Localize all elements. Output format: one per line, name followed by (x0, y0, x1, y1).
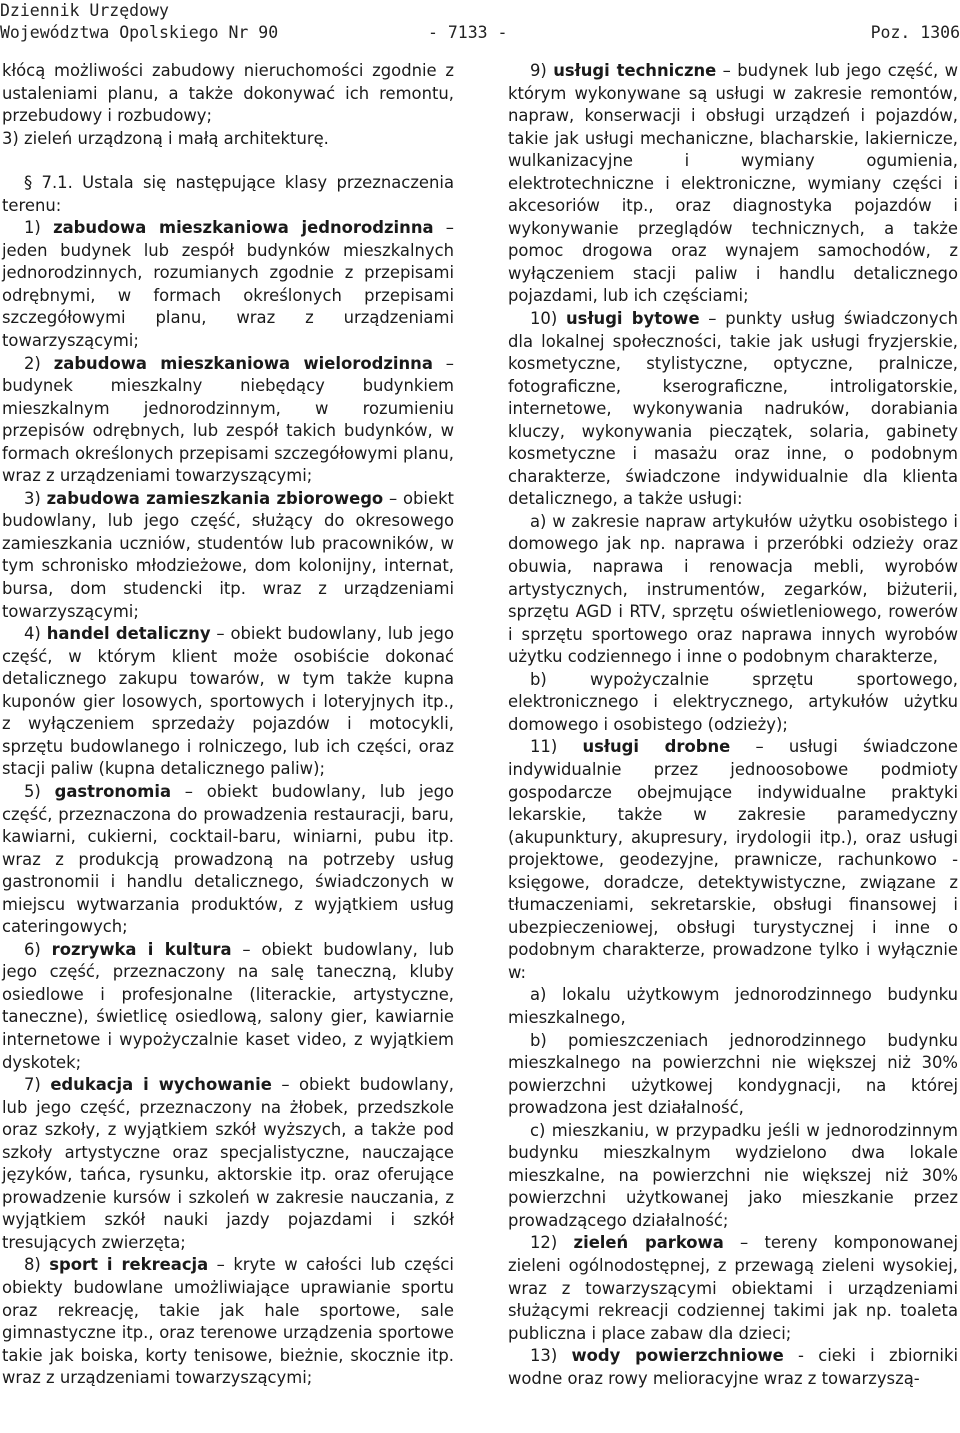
item-term: zabudowa zamieszkania zbiorowego (46, 488, 384, 508)
sub-item: b) pomieszczeniach jednorodzinnego budynku mieszkalnego na powierzchni nie większej niż 30% powierzchni użytkowej kondygnacji, na której prowadzona jest działalność, (508, 1030, 958, 1118)
item-definition: – obiekt budowlany, lub jego część, służący do okresowego zamieszkania uczniów, studentów lub pracowników, w tym schronisko młodzieżowe, dom kolonijny, internat, bursa, dom studencki itp. wraz z urządzeniami towarzyszącymi; (2, 488, 454, 621)
item-definition: – tereny komponowanej zieleni ogólnodostępnej, z przewagą zieleni wysokiej, wraz z towarzyszącymi obiektami i urządzeniami służącymi rekreacji codziennej takimi jak np. toaleta publiczna i place zabaw dla dzieci; (508, 1233, 959, 1343)
item-definition: – obiekt budowlany, lub jego część, w którym klient może osobiście dokonać detalicznego zakupu towarów, w tym także kupna kuponów gier losowych, sportowych i loteryjnych itp., z wyłączeniem sprzedaży pojazdów i motocykli, sprzętu budowlanego i rolniczego, lub ich części, oraz stacji paliw (kupna detalicznego paliw); (2, 624, 454, 779)
item-definition: – usługi świadczone indywidualnie przez jednoosobowe podmioty gospodarcze obejmujące indywidualne praktyki lekarskie, także w zakresie paramedyczny (akupunktury, akupresury, irydologii itp.), oraz usługi projektowe, geodezyjne, prawnicze, rachunkowo - księgowe, doradcze, detektywistyczne, związane z tłumaczeniami, sekretarskie, obsługi finansowej i ubezpieczeniowej, obsługi turystycznej i inne o podobnym charakterze, prowadzone tylko i wyłącznie w: (508, 737, 959, 982)
item-term: wody powierzchniowe (571, 1346, 784, 1366)
sub-item: b) wypożyczalnie sprzętu sportowego, elektronicznego i elektrycznego, artykułów użytku domowego i osobistego (odzieży); (508, 669, 958, 734)
item-term: edukacja i wychowanie (50, 1075, 272, 1095)
item-number: 1) (24, 218, 41, 238)
item-number: 2) (24, 353, 41, 373)
item-number: 9) (530, 61, 547, 80)
sub-item: c) mieszkaniu, w przypadku jeśli w jednorodzinnym budynku mieszkalnym wydzielono dwa lokale mieszkalne, na powierzchni nie większej niż 30% powierzchni użytkowanej jako mieszkanie przez prowadzącego działalność; (508, 1120, 958, 1230)
item-term: gastronomia (54, 781, 172, 801)
list-item (2, 623, 454, 781)
item-term: rozrywka i kultura (51, 939, 232, 959)
section-paragraph: § 7.1. Ustala się następujące klasy przeznaczenia terenu: (2, 173, 454, 215)
item-definition: – kryte w całości lub części obiekty budowlane umożliwiające uprawianie sportu oraz rekreację, takie jak hale sportowe, sale gimnastyczne itp., oraz terenowe urządzenia sportowe takie jak boiska, korty tenisowe, bieżnie, skocznie itp. wraz z urządzeniami towarzyszącymi; (2, 1255, 454, 1388)
item-term: zabudowa mieszkaniowa jednorodzinna (53, 218, 434, 238)
item-number: 6) (24, 939, 41, 959)
item-definition: - cieki i zbiorniki wodne oraz rowy melioracyjne wraz z towarzyszą- (508, 1346, 958, 1388)
item-definition: – punkty usług świadczonych dla lokalnej społeczności, takie jak usługi fryzjerskie, kosmetyczne, stylistyczne, optyczne, pralnicze, fotograficzne, kserograficzne, introligatorskie, internetowe, wykonywania nadruków, dorabiania kluczy, wykonywania pieczątek, solaria, gabinety kosmetyczne i masażu oraz inne, o podobnym charakterze, świadczone indywidualnie dla klienta detalicznego, a także usługi: (508, 309, 958, 509)
page-number: - 7133 - (428, 23, 508, 42)
item-number: 7) (24, 1075, 41, 1095)
sub-item: a) w zakresie napraw artykułów użytku osobistego i domowego jak np. naprawa i przeróbki odzieży oraz obuwia, naprawa i renowacja mebli, wyrobów artystycznych, instrumentów, zegarków, biżuterii, sprzętu AGD i RTV, sprzętu oświetleniowego, rowerów i sprzętu sportowego oraz naprawa innych wyrobów użytku codziennego i inne o podobnym charakterze, (508, 511, 958, 667)
list-item (508, 308, 958, 511)
item-term: usługi bytowe (566, 309, 700, 329)
journal-title: Dziennik Urzędowy (0, 1, 169, 20)
list-item (2, 1074, 454, 1254)
journal-issue: Województwa Opolskiego Nr 90 (0, 23, 279, 42)
item-definition: – obiekt budowlany, lub jego część, przeznaczony na żłobek, przedszkole oraz szkoły, z wyjątkiem szkół wyższych, a także pod szkoły artystyczne oraz specjalistyczne, nauczające języków, tańca, rysunku, aktorskie itp. oraz oferujące prowadzenie kursów i szkoleń w zakresie nauczania, z wyjątkiem szkół nauki jazdy pojazdami i szkół tresujących zwierzęta; (2, 1075, 454, 1252)
item-number: 12) (530, 1233, 558, 1253)
item-term: zieleń parkowa (573, 1233, 724, 1253)
list-item (2, 939, 454, 1074)
item-number: 13) (530, 1346, 558, 1366)
item-definition: – budynek mieszkalny niebędący budynkiem mieszkalnym jednorodzinnym, w rozumieniu przepisów odrębnych, lub zespół takich budynków, w formach określonych przepisami szczegółowymi planu, wraz z urządzeniami towarzyszącymi; (2, 353, 454, 486)
item-term: handel detaliczny (46, 624, 211, 644)
right-column (508, 60, 958, 1390)
item-number: 4) (24, 624, 41, 644)
item-term: usługi techniczne (553, 61, 717, 80)
item-number: 8) (24, 1255, 41, 1275)
item-definition: – obiekt budowlany, lub jego część, przeznaczony na salę taneczną, kluby osiedlowe i profesjonalne (literackie, artystyczne, taneczne), świetlicę osiedlową, salony gier, kawiarnie internetowe i wypożyczalnie kaset video, z wyjątkiem dyskotek; (2, 939, 454, 1072)
item-definition: – budynek lub jego część, w którym wykonywane są usługi w zakresie remontów, napraw, konserwacji i obsługi urządzeń i pojazdów, takie jak usługi mechaniczne, blacharskie, lakiernicze, wulkanizacyjne i wymiany ogumienia, elektrotechniczne i elektroniczne, wymiany części i akcesoriów itp., oraz diagnostyka pojazdów i wykonywanie przeglądów technicznych, a także pomoc drogowa oraz wynajem samochodów, z wyłączeniem stacji paliw i handlu detalicznego pojazdami, lub ich częściami; (508, 61, 958, 306)
sub-item: a) lokalu użytkowym jednorodzinnego budynku mieszkalnego, (508, 985, 958, 1027)
item-term: sport i rekreacja (49, 1255, 209, 1275)
list-item (508, 60, 958, 308)
item-term: usługi drobne (582, 737, 731, 757)
list-item (508, 1232, 958, 1345)
list-item (2, 1254, 454, 1389)
page-header (0, 0, 960, 46)
item-number: 5) (24, 781, 41, 801)
item-term: zabudowa mieszkaniowa wielorodzinna (53, 353, 433, 373)
item-definition: – jeden budynek lub zespół budynków mieszkalnych jednorodzinnych, rozumianych zgodnie z przepisami odrębnymi, w formach określonych przepisami szczegółowymi planu, wraz z urządzeniami towarzyszącymi; (2, 218, 454, 351)
list-item (2, 353, 454, 488)
list-item (508, 1345, 958, 1390)
paragraph: kłócą możliwości zabudowy nieruchomości zgodnie z ustaleniami planu, a także dokonywać ich remontu, przebudowy i rozbudowy; (2, 61, 454, 126)
list-item (508, 736, 958, 984)
item-definition: – obiekt budowlany, lub jego część, przeznaczona do prowadzenia restauracji, baru, kawiarni, cukierni, cocktail-baru, winiarni, pubu itp. wraz z produkcją prowadzoną na potrzeby usług gastronomii i handlu detalicznego, świadczonych w miejscu wytwarzania produktów, z wyjątkiem usług cateringowych; (2, 781, 454, 937)
item-number: 11) (530, 737, 558, 757)
list-item (2, 217, 454, 352)
position-number: Poz. 1306 (870, 23, 960, 42)
item-number: 10) (530, 309, 558, 329)
list-item (2, 781, 454, 939)
item-number: 3) (24, 488, 41, 508)
list-item (2, 488, 454, 623)
paragraph: 3) zieleń urządzoną i małą architekturę. (2, 128, 329, 148)
left-column (2, 60, 454, 1390)
